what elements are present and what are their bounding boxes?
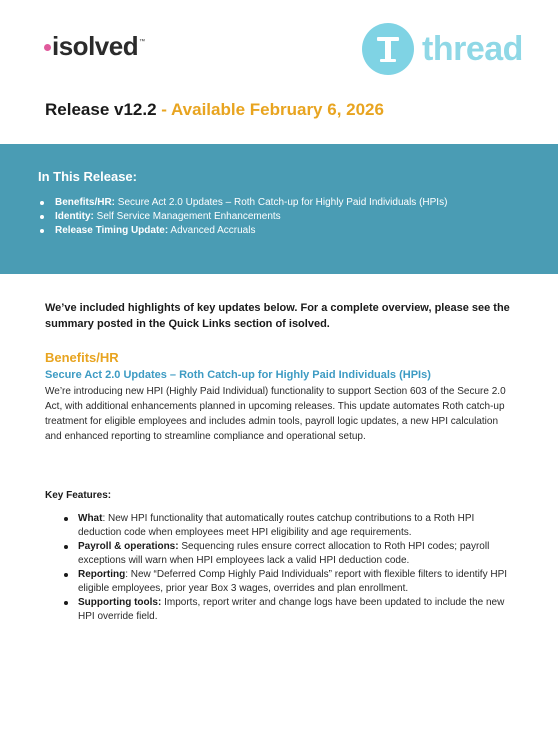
key-features-list (62, 512, 517, 624)
isolved-dot-icon (44, 44, 51, 51)
isolved-logo-text: isolved (52, 30, 139, 61)
feature-text: Imports, report writer and change logs have been updated to include the new HPI override field. (78, 597, 505, 622)
in-this-release-list (38, 196, 447, 238)
feature-item (62, 596, 517, 624)
feature-text: Sequencing rules ensure correct allocation to Roth HPI codes; payroll exceptions will warn when HPI employees lack a valid HPI deduction code. (78, 541, 490, 566)
release-item-label: Release Timing Update: (55, 225, 169, 236)
feature-item (62, 540, 517, 568)
release-item-label: Identity: (55, 211, 94, 222)
release-item-text: Self Service Management Enhancements (93, 211, 281, 222)
thread-logo (362, 22, 523, 76)
feature-label: Payroll & operations: (78, 541, 179, 552)
intro-paragraph: We’ve included highlights of key updates below. For a complete overview, please see the summary posted in the Quick Links section of isolved. (45, 302, 510, 330)
release-item-text: Secure Act 2.0 Updates – Roth Catch-up for Highly Paid Individuals (HPIs) (115, 197, 448, 208)
feature-item (62, 568, 517, 596)
release-version: Release v12.2 (45, 100, 157, 119)
feature-label: What (78, 513, 103, 524)
key-features-label: Key Features: (45, 490, 112, 501)
release-item-text: Advanced Accruals (168, 225, 256, 236)
isolved-logo (44, 30, 146, 61)
thread-logo-text: thread (422, 29, 523, 68)
in-this-release-banner (0, 144, 558, 274)
section-heading: Benefits/HR (45, 350, 119, 365)
release-item-label: Benefits/HR: (55, 197, 116, 208)
section-body: We’re introducing new HPI (Highly Paid Individual) functionality to support Section 603 of the Secure 2.0 Act, with additional enhancements planned in upcoming releases. This update automates Roth catch-up treatment for eligible employees and includes admin tools, payroll logic updates, a new HPI calculation and enhanced reporting to streamline compliance and operational setup. (45, 386, 506, 442)
feature-label: Supporting tools: (78, 597, 162, 608)
release-item (38, 196, 447, 210)
section-subheading: Secure Act 2.0 Updates – Roth Catch-up for Highly Paid Individuals (HPIs) (45, 369, 431, 381)
release-title (45, 100, 384, 120)
release-item (38, 210, 447, 224)
isolved-trademark: ™ (139, 39, 146, 45)
release-item (38, 224, 447, 238)
feature-item (62, 512, 517, 540)
feature-label: Reporting (78, 569, 126, 580)
thread-t-icon (362, 23, 414, 75)
feature-text: : New HPI functionality that automatically routes catchup contributions to a Roth HPI deduction code when employees meet HPI eligibility and age requirements. (78, 513, 475, 538)
release-available-date: - Available February 6, 2026 (156, 100, 384, 119)
feature-text: : New “Deferred Comp Highly Paid Individuals” report with flexible filters to identify HPI eligible employees, prior year Box 3 wages, overrides and plan enrollment. (78, 569, 508, 594)
in-this-release-title: In This Release: (38, 169, 137, 184)
